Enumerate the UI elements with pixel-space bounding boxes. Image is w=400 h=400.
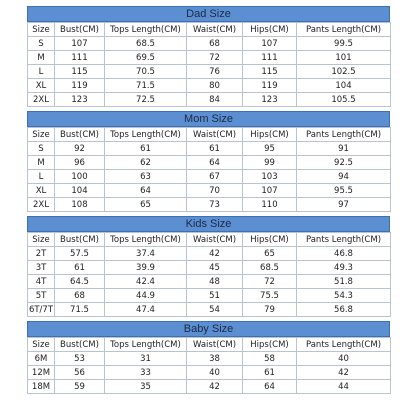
- table-row: [28, 37, 391, 51]
- header-cell: Bust(CM): [55, 128, 105, 142]
- header-cell: Bust(CM): [55, 23, 105, 37]
- table-cell: 64: [105, 184, 187, 198]
- table-row: [28, 170, 391, 184]
- table-cell: 61: [55, 261, 105, 275]
- table-cell: 51: [187, 289, 243, 303]
- table-header-row: [28, 23, 391, 37]
- header-cell: Pants Length(CM): [297, 233, 391, 247]
- table-cell: 63: [105, 170, 187, 184]
- table-cell: 44: [297, 380, 391, 394]
- table-cell: 105.5: [297, 93, 391, 107]
- header-cell: Waist(CM): [187, 128, 243, 142]
- table-cell: 103: [243, 170, 297, 184]
- table-cell: 99.5: [297, 37, 391, 51]
- table-row: [28, 247, 391, 261]
- table-cell: 65: [243, 247, 297, 261]
- header-cell: Pants Length(CM): [297, 23, 391, 37]
- table-cell: 64.5: [55, 275, 105, 289]
- table-cell: 40: [297, 352, 391, 366]
- table-cell: 44.9: [105, 289, 187, 303]
- table-cell: 56.8: [297, 303, 391, 317]
- dad-size-title: Dad Size: [27, 6, 390, 22]
- header-cell: Tops Length(CM): [105, 233, 187, 247]
- header-cell: Pants Length(CM): [297, 338, 391, 352]
- table-cell: 59: [55, 380, 105, 394]
- header-cell: Bust(CM): [55, 338, 105, 352]
- table-row: [28, 352, 391, 366]
- table-cell: 71.5: [55, 303, 105, 317]
- table-cell: 61: [243, 366, 297, 380]
- mom-size-title: Mom Size: [27, 111, 390, 127]
- kids-size-table: [27, 232, 391, 317]
- table-cell: 2XL: [28, 93, 55, 107]
- table-cell: 47.4: [105, 303, 187, 317]
- header-cell: Waist(CM): [187, 23, 243, 37]
- table-cell: 4T: [28, 275, 55, 289]
- table-row: [28, 79, 391, 93]
- table-cell: 46.8: [297, 247, 391, 261]
- table-cell: 70.5: [105, 65, 187, 79]
- table-cell: 42: [297, 366, 391, 380]
- table-cell: 48: [187, 275, 243, 289]
- table-cell: 31: [105, 352, 187, 366]
- table-cell: 6M: [28, 352, 55, 366]
- header-cell: Tops Length(CM): [105, 23, 187, 37]
- table-cell: 104: [55, 184, 105, 198]
- table-cell: 62: [105, 156, 187, 170]
- table-header-row: [28, 338, 391, 352]
- table-cell: 33: [105, 366, 187, 380]
- table-header-row: [28, 233, 391, 247]
- baby-size-title: Baby Size: [27, 321, 390, 337]
- table-cell: 72.5: [105, 93, 187, 107]
- header-cell: Waist(CM): [187, 338, 243, 352]
- dad-size-table: [27, 22, 391, 107]
- mom-size-table: [27, 127, 391, 212]
- table-cell: S: [28, 142, 55, 156]
- table-cell: 84: [187, 93, 243, 107]
- table-cell: M: [28, 156, 55, 170]
- table-cell: 3T: [28, 261, 55, 275]
- table-cell: 64: [243, 380, 297, 394]
- table-cell: 95: [243, 142, 297, 156]
- table-row: [28, 93, 391, 107]
- header-cell: Hips(CM): [243, 23, 297, 37]
- table-cell: 110: [243, 198, 297, 212]
- table-cell: 61: [105, 142, 187, 156]
- header-cell: Tops Length(CM): [105, 128, 187, 142]
- table-cell: 42: [187, 247, 243, 261]
- table-cell: 94: [297, 170, 391, 184]
- table-cell: 73: [187, 198, 243, 212]
- table-cell: 72: [187, 51, 243, 65]
- table-cell: 111: [55, 51, 105, 65]
- table-cell: L: [28, 65, 55, 79]
- table-cell: 54: [187, 303, 243, 317]
- table-cell: XL: [28, 79, 55, 93]
- table-cell: 72: [243, 275, 297, 289]
- table-cell: 107: [243, 184, 297, 198]
- table-cell: 70: [187, 184, 243, 198]
- header-cell: Bust(CM): [55, 233, 105, 247]
- table-row: [28, 275, 391, 289]
- table-cell: 68.5: [105, 37, 187, 51]
- table-cell: 49.3: [297, 261, 391, 275]
- header-cell: Tops Length(CM): [105, 338, 187, 352]
- table-row: [28, 184, 391, 198]
- table-cell: 107: [243, 37, 297, 51]
- table-cell: 53: [55, 352, 105, 366]
- header-cell: Size: [28, 23, 55, 37]
- table-cell: 80: [187, 79, 243, 93]
- table-cell: 38: [187, 352, 243, 366]
- table-cell: 107: [55, 37, 105, 51]
- table-cell: 91: [297, 142, 391, 156]
- table-cell: 104: [297, 79, 391, 93]
- table-cell: 71.5: [105, 79, 187, 93]
- table-cell: 40: [187, 366, 243, 380]
- table-cell: 35: [105, 380, 187, 394]
- table-cell: 6T/7T: [28, 304, 54, 315]
- table-row: [28, 65, 391, 79]
- table-cell: 123: [55, 93, 105, 107]
- table-cell: 64: [187, 156, 243, 170]
- table-row: [28, 51, 391, 65]
- table-cell: 79: [243, 303, 297, 317]
- table-row: [28, 303, 391, 317]
- table-cell: 101: [297, 51, 391, 65]
- table-cell: 99: [243, 156, 297, 170]
- table-cell: 5T: [28, 289, 55, 303]
- header-cell: Size: [28, 338, 55, 352]
- table-header-row: [28, 128, 391, 142]
- table-cell: 58: [243, 352, 297, 366]
- table-cell: 42.4: [105, 275, 187, 289]
- table-cell: L: [28, 170, 55, 184]
- table-cell: 18M: [28, 380, 55, 394]
- table-cell: 54.3: [297, 289, 391, 303]
- table-cell: 97: [297, 198, 391, 212]
- table-cell: 95.5: [297, 184, 391, 198]
- table-cell: 108: [55, 198, 105, 212]
- table-row: [28, 198, 391, 212]
- header-cell: Hips(CM): [243, 338, 297, 352]
- table-cell: M: [28, 51, 55, 65]
- table-cell: 39.9: [105, 261, 187, 275]
- table-cell: 61: [187, 142, 243, 156]
- table-cell: XL: [28, 184, 55, 198]
- table-cell: 68.5: [243, 261, 297, 275]
- table-cell: 65: [105, 198, 187, 212]
- table-cell: 76: [187, 65, 243, 79]
- table-cell: 45: [187, 261, 243, 275]
- table-cell: 67: [187, 170, 243, 184]
- table-cell: 37.4: [105, 247, 187, 261]
- table-cell: 56: [55, 366, 105, 380]
- table-row: [28, 366, 391, 380]
- header-cell: Pants Length(CM): [297, 128, 391, 142]
- table-cell: 111: [243, 51, 297, 65]
- table-cell: 68: [55, 289, 105, 303]
- table-row: [28, 380, 391, 394]
- header-cell: Size: [28, 233, 55, 247]
- table-cell: 2XL: [28, 198, 55, 212]
- table-row: [28, 261, 391, 275]
- table-cell: 115: [55, 65, 105, 79]
- table-cell: S: [28, 37, 55, 51]
- table-row: [28, 142, 391, 156]
- table-cell: 102.5: [297, 65, 391, 79]
- table-cell: 42: [187, 380, 243, 394]
- table-cell: 100: [55, 170, 105, 184]
- table-cell: 75.5: [243, 289, 297, 303]
- header-cell: Hips(CM): [243, 128, 297, 142]
- baby-size-table: [27, 337, 391, 394]
- table-cell: 115: [243, 65, 297, 79]
- table-cell: 51.8: [297, 275, 391, 289]
- table-cell: 119: [243, 79, 297, 93]
- header-cell: Size: [28, 128, 55, 142]
- header-cell: Hips(CM): [243, 233, 297, 247]
- table-row: [28, 156, 391, 170]
- table-row: [28, 289, 391, 303]
- table-cell: 12M: [28, 366, 55, 380]
- kids-size-title: Kids Size: [27, 216, 390, 232]
- header-cell: Waist(CM): [187, 233, 243, 247]
- table-cell: 2T: [28, 247, 55, 261]
- table-cell: 57.5: [55, 247, 105, 261]
- table-cell: 123: [243, 93, 297, 107]
- table-cell: 92: [55, 142, 105, 156]
- table-cell: 68: [187, 37, 243, 51]
- table-cell: 92.5: [297, 156, 391, 170]
- table-cell: 96: [55, 156, 105, 170]
- table-cell: 69.5: [105, 51, 187, 65]
- table-cell: 119: [55, 79, 105, 93]
